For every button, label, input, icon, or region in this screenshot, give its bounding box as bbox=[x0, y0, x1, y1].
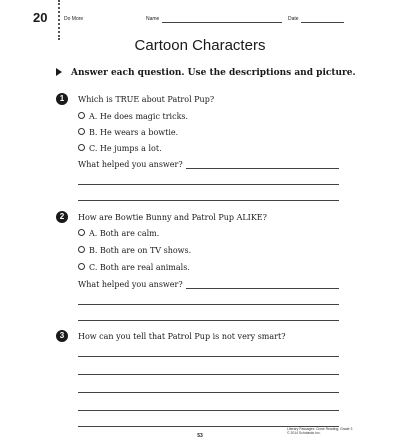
answer-line[interactable] bbox=[78, 304, 339, 305]
radio-circle-icon[interactable] bbox=[78, 144, 85, 151]
answer-line[interactable] bbox=[78, 320, 339, 321]
dotted-divider bbox=[58, 0, 62, 40]
instructions-text: Answer each question. Use the descriptions and picture. bbox=[71, 68, 356, 78]
followup-prompt: What helped you answer? bbox=[78, 160, 183, 169]
answer-option[interactable] bbox=[78, 144, 162, 153]
answer-line[interactable] bbox=[78, 392, 339, 393]
answer-line[interactable] bbox=[78, 356, 339, 357]
answer-line[interactable] bbox=[78, 200, 339, 201]
footer-copyright: © 2014 Scholastic Inc. bbox=[287, 431, 321, 436]
radio-circle-icon[interactable] bbox=[78, 229, 85, 236]
radio-circle-icon[interactable] bbox=[78, 263, 85, 270]
answer-option[interactable] bbox=[78, 263, 190, 272]
radio-circle-icon[interactable] bbox=[78, 246, 85, 253]
question-text: Which is TRUE about Patrol Pup? bbox=[78, 95, 215, 104]
followup-prompt: What helped you answer? bbox=[78, 280, 183, 289]
answer-line[interactable] bbox=[78, 184, 339, 185]
page-header bbox=[0, 0, 400, 28]
question-number-badge: 3 bbox=[56, 330, 68, 342]
name-line[interactable] bbox=[162, 22, 282, 23]
name-label: Name bbox=[146, 16, 160, 22]
answer-option[interactable] bbox=[78, 112, 188, 121]
answer-line[interactable] bbox=[78, 410, 339, 411]
option-label: B. He wears a bowtie. bbox=[89, 128, 179, 137]
page-title: Cartoon Characters bbox=[134, 37, 266, 54]
date-label: Date bbox=[288, 16, 299, 22]
section-label: Do More bbox=[64, 16, 84, 22]
answer-line[interactable] bbox=[186, 288, 339, 289]
footer-credit bbox=[287, 427, 352, 435]
option-label: B. Both are on TV shows. bbox=[89, 246, 192, 255]
instructions bbox=[56, 68, 356, 78]
option-label: A. Both are calm. bbox=[89, 229, 160, 238]
answer-line[interactable] bbox=[78, 374, 339, 375]
option-label: A. He does magic tricks. bbox=[89, 112, 189, 121]
option-label: C. Both are real animals. bbox=[89, 263, 190, 272]
answer-option[interactable] bbox=[78, 128, 178, 137]
page-number: 20 bbox=[33, 10, 48, 25]
answer-option[interactable] bbox=[78, 229, 159, 238]
radio-circle-icon[interactable] bbox=[78, 128, 85, 135]
question-text: How are Bowtie Bunny and Patrol Pup ALIKE? bbox=[78, 213, 267, 222]
answer-line[interactable] bbox=[186, 168, 339, 169]
footer-credit-line: Literary Passages: Close Reading, Grade 3 bbox=[287, 427, 353, 431]
date-line[interactable] bbox=[301, 22, 344, 23]
radio-circle-icon[interactable] bbox=[78, 112, 85, 119]
option-label: C. He jumps a lot. bbox=[89, 144, 162, 153]
question-number-badge: 1 bbox=[56, 93, 68, 105]
triangle-bullet-icon bbox=[56, 68, 62, 76]
question-text: How can you tell that Patrol Pup is not very smart? bbox=[78, 332, 286, 341]
answer-option[interactable] bbox=[78, 246, 191, 255]
footer-page-number: 53 bbox=[197, 433, 203, 439]
question-number-badge: 2 bbox=[56, 211, 68, 223]
